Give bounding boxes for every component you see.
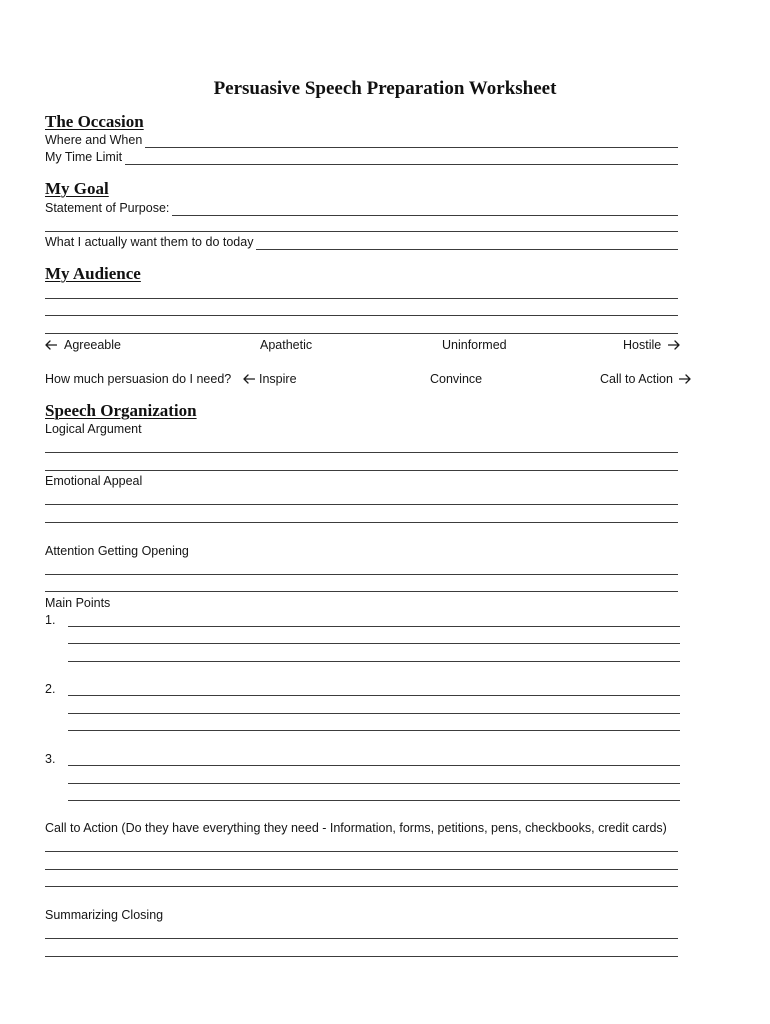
where-and-when-label: Where and When bbox=[45, 133, 143, 147]
main-point-number-2: 2. bbox=[45, 682, 56, 696]
main-point-3-line[interactable] bbox=[68, 783, 680, 784]
emotional-appeal-line[interactable] bbox=[45, 522, 678, 523]
main-point-number-3: 3. bbox=[45, 752, 56, 766]
left-arrow-icon bbox=[243, 374, 255, 384]
persuasion-convince: Convince bbox=[430, 372, 483, 386]
main-point-2-line[interactable] bbox=[68, 730, 680, 731]
call-to-action-line[interactable] bbox=[45, 851, 678, 852]
main-point-1-line[interactable] bbox=[68, 661, 680, 662]
attention-opening-label: Attention Getting Opening bbox=[45, 544, 189, 558]
statement-of-purpose-label: Statement of Purpose: bbox=[45, 201, 170, 215]
persuasion-inspire: Inspire bbox=[259, 372, 297, 386]
audience-answer-line[interactable] bbox=[45, 333, 678, 334]
summarizing-closing-line[interactable] bbox=[45, 956, 678, 957]
audience-heading: My Audience bbox=[45, 264, 141, 283]
audience-answer-line[interactable] bbox=[45, 298, 678, 299]
goal-heading: My Goal bbox=[45, 179, 109, 198]
summarizing-closing-label: Summarizing Closing bbox=[45, 908, 164, 922]
scale-hostile: Hostile bbox=[623, 338, 662, 352]
time-limit-row bbox=[45, 150, 678, 165]
main-point-1-line[interactable] bbox=[68, 626, 680, 627]
occasion-heading: The Occasion bbox=[45, 112, 144, 131]
scale-agreeable: Agreeable bbox=[64, 338, 121, 352]
desired-action-field[interactable] bbox=[256, 236, 678, 250]
time-limit-field[interactable] bbox=[125, 151, 678, 165]
main-point-1-line[interactable] bbox=[68, 643, 680, 644]
right-arrow-icon bbox=[668, 340, 680, 350]
audience-answer-line[interactable] bbox=[45, 315, 678, 316]
desired-action-label: What I actually want them to do today bbox=[45, 235, 254, 249]
where-and-when-row bbox=[45, 133, 678, 148]
call-to-action-line[interactable] bbox=[45, 869, 678, 870]
speech-organization-heading: Speech Organization bbox=[45, 401, 197, 420]
logical-argument-line[interactable] bbox=[45, 452, 678, 453]
scale-uninformed: Uninformed bbox=[442, 338, 507, 352]
main-point-3-line[interactable] bbox=[68, 800, 680, 801]
emotional-appeal-label: Emotional Appeal bbox=[45, 474, 143, 488]
right-arrow-icon bbox=[679, 374, 691, 384]
scale-apathetic: Apathetic bbox=[260, 338, 313, 352]
main-point-2-line[interactable] bbox=[68, 695, 680, 696]
attention-opening-line[interactable] bbox=[45, 574, 678, 575]
call-to-action-line[interactable] bbox=[45, 886, 678, 887]
time-limit-label: My Time Limit bbox=[45, 150, 123, 164]
logical-argument-label: Logical Argument bbox=[45, 422, 142, 436]
summarizing-closing-line[interactable] bbox=[45, 938, 678, 939]
emotional-appeal-line[interactable] bbox=[45, 504, 678, 505]
statement-of-purpose-field[interactable] bbox=[172, 202, 678, 216]
statement-of-purpose-row bbox=[45, 201, 678, 216]
where-and-when-field[interactable] bbox=[145, 134, 678, 148]
persuasion-question: How much persuasion do I need? bbox=[45, 372, 232, 386]
statement-of-purpose-continuation-line[interactable] bbox=[45, 231, 678, 232]
call-to-action-label: Call to Action (Do they have everything they need - Information, forms, petitions, pens, checkbooks, credit cards) bbox=[45, 821, 667, 835]
attention-opening-line[interactable] bbox=[45, 591, 678, 592]
main-point-2-line[interactable] bbox=[68, 713, 680, 714]
logical-argument-line[interactable] bbox=[45, 470, 678, 471]
desired-action-row bbox=[45, 235, 678, 250]
worksheet-title: Persuasive Speech Preparation Worksheet bbox=[213, 78, 557, 99]
main-point-number-1: 1. bbox=[45, 613, 56, 627]
main-points-label: Main Points bbox=[45, 596, 111, 610]
left-arrow-icon bbox=[45, 340, 57, 350]
main-point-3-line[interactable] bbox=[68, 765, 680, 766]
persuasion-call-to-action: Call to Action bbox=[600, 372, 673, 386]
